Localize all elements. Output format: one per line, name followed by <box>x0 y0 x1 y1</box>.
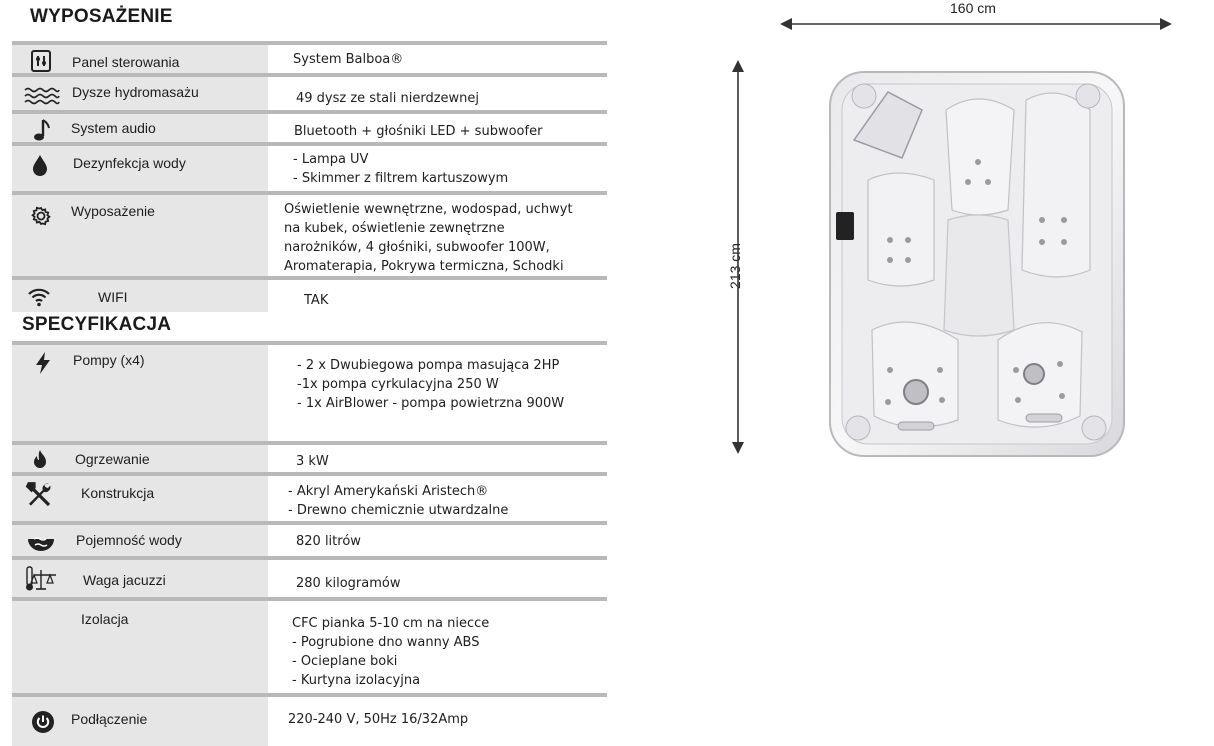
row-label: System audio <box>71 120 156 136</box>
table-row <box>12 73 607 114</box>
table-row <box>12 191 607 279</box>
row-value: Bluetooth + głośniki LED + subwoofer <box>294 124 543 139</box>
row-label: Panel sterowania <box>72 54 180 70</box>
row-label: Dysze hydromasażu <box>72 84 199 100</box>
depth-dimension-label: 213 cm <box>726 243 743 289</box>
row-label: Pompy (x4) <box>73 352 145 368</box>
row-value: - Akryl Amerykański Aristech® - Drewno chemicznie utwardzalne <box>288 484 509 518</box>
row-value: TAK <box>304 293 329 308</box>
row-value: - Lampa UV - Skimmer z filtrem kartuszowym <box>293 152 509 186</box>
row-label: Waga jacuzzi <box>83 572 166 588</box>
row-label: Podłączenie <box>71 711 148 727</box>
width-dimension-label: 160 cm <box>950 0 996 16</box>
table-row <box>12 41 607 75</box>
row-value: 3 kW <box>296 454 329 469</box>
power-icon <box>30 709 56 735</box>
row-label: Wyposażenie <box>71 203 155 219</box>
table-row <box>12 110 607 146</box>
depth-dimension-arrow <box>728 58 748 456</box>
equipment-section-title: WYPOSAŻENIE <box>30 6 173 27</box>
row-value: 820 litrów <box>296 534 361 549</box>
table-row <box>12 521 607 559</box>
flame-icon <box>27 447 53 473</box>
table-row <box>12 597 607 695</box>
row-label: Konstrukcja <box>81 485 155 501</box>
row-label: Ogrzewanie <box>75 451 150 467</box>
row-value: Oświetlenie wewnętrzne, wodospad, uchwyt na kubek, oświetlenie zewnętrzne narożników, 4 głośniki, subwoofer 100W, Aromaterapia, Pokrywa termiczna, Schodki <box>284 202 573 274</box>
row-value: 220-240 V, 50Hz 16/32Amp <box>288 712 469 727</box>
row-value: System Balboa® <box>293 52 404 67</box>
table-row <box>12 276 607 312</box>
table-row <box>12 556 607 600</box>
control-panel-icon <box>28 48 54 74</box>
table-row <box>12 693 607 746</box>
row-label: WIFI <box>98 289 128 305</box>
hot-tub-image <box>828 70 1126 458</box>
row-label: Pojemność wody <box>76 532 182 548</box>
row-label: Izolacja <box>81 611 129 627</box>
table-row <box>12 341 607 444</box>
bowl-icon <box>26 531 56 557</box>
row-value: 49 dysz ze stali nierdzewnej <box>296 91 480 106</box>
lightning-icon <box>30 350 56 376</box>
tools-icon <box>24 480 54 510</box>
music-note-icon <box>28 117 54 143</box>
specification-section-title: SPECYFIKACJA <box>22 314 172 335</box>
table-row <box>12 472 607 524</box>
row-value: 280 kilogramów <box>296 576 401 591</box>
scale-icon <box>24 564 58 594</box>
wifi-icon <box>26 284 52 310</box>
water-waves-icon <box>24 83 60 109</box>
row-value: - 2 x Dwubiegowa pompa masująca 2HP -1x pompa cyrkulacyjna 250 W - 1x AirBlower - pompa powietrzna 900W <box>297 358 565 411</box>
table-row <box>12 142 607 195</box>
row-label: Dezynfekcja wody <box>73 155 186 171</box>
gear-icon <box>28 203 54 229</box>
width-dimension-arrow <box>778 14 1174 34</box>
water-drop-icon <box>27 152 53 178</box>
table-row <box>12 441 607 475</box>
row-value: CFC pianka 5-10 cm na niecce - Pogrubione dno wanny ABS - Ocieplane boki - Kurtyna izolacyjna <box>292 616 490 688</box>
